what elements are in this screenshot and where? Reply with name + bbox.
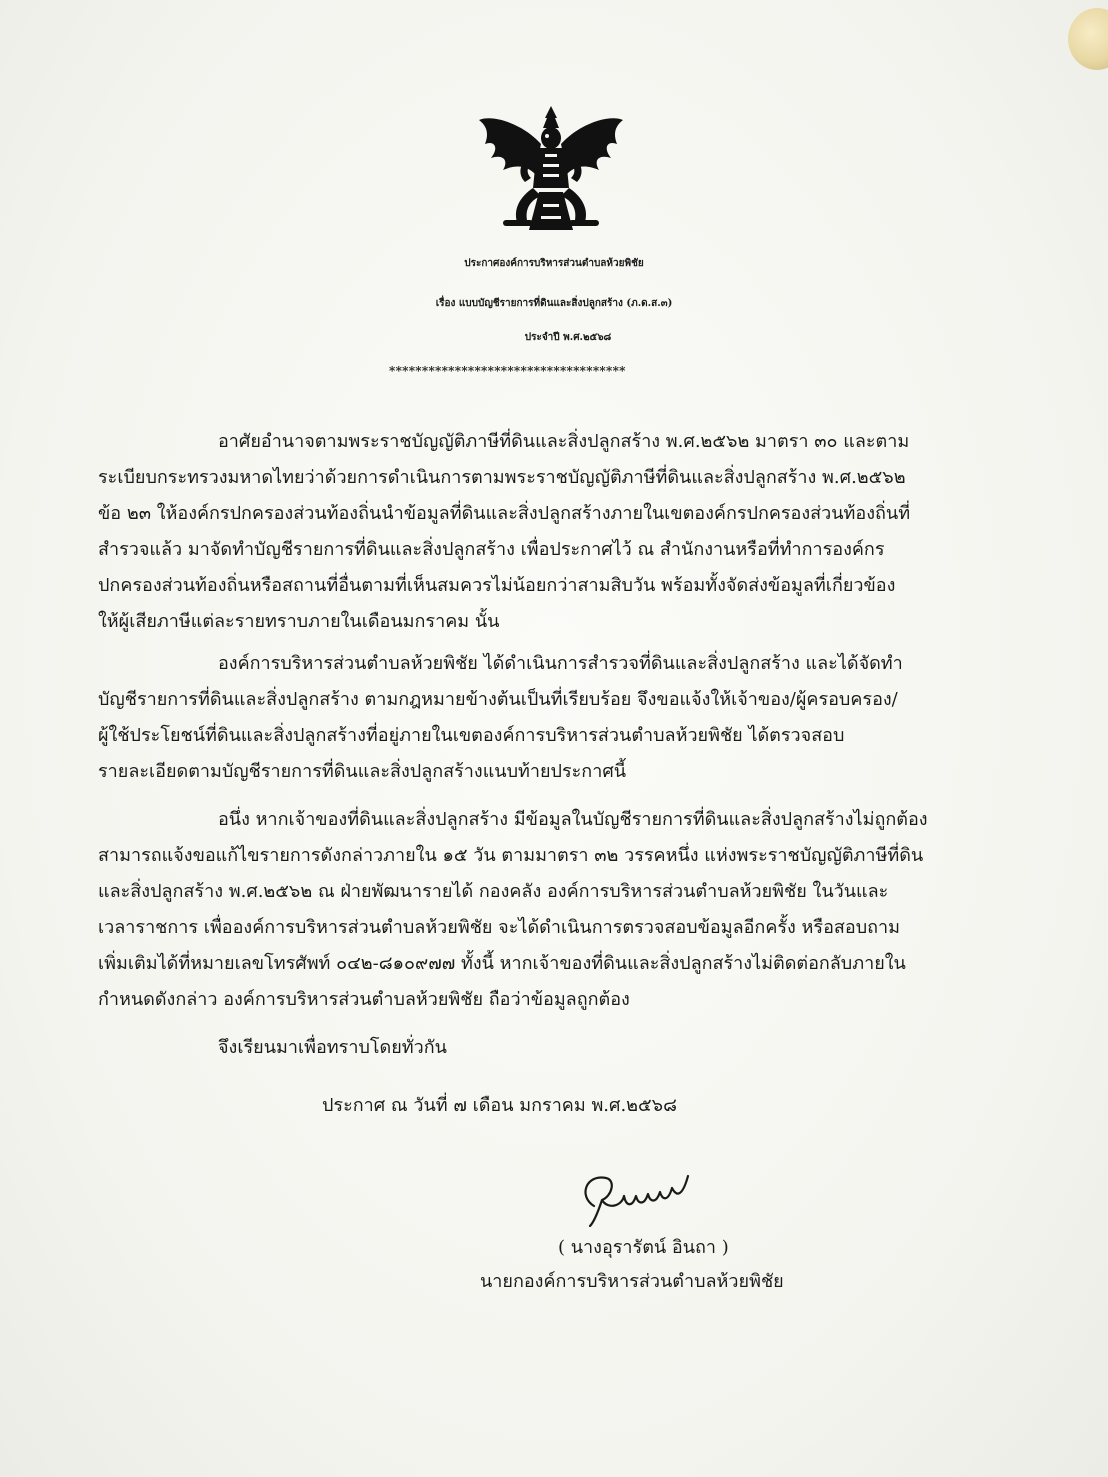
paragraph-2-line: บัญชีรายการที่ดินและสิ่งปลูกสร้าง ตามกฎหมายข้างต้นเป็นที่เรียบร้อย จึงขอแจ้งให้เจ้าของ/ผู้ครอบครอง/ (98, 689, 898, 710)
paragraph-3-line: และสิ่งปลูกสร้าง พ.ศ.๒๕๖๒ ณ ฝ่ายพัฒนารายได้ กองคลัง องค์การบริหารส่วนตำบลห้วยพิชัย ในวันและ (98, 881, 889, 902)
paragraph-2-line: องค์การบริหารส่วนตำบลห้วยพิชัย ได้ดำเนินการสำรวจที่ดินและสิ่งปลูกสร้าง และได้จัดทำ (218, 653, 903, 674)
paragraph-3-line: กำหนดดังกล่าว องค์การบริหารส่วนตำบลห้วยพิชัย ถือว่าข้อมูลถูกต้อง (98, 989, 630, 1010)
signer-name: ( นางอุรารัตน์ อินถา ) (558, 1237, 729, 1258)
paragraph-1-line: ปกครองส่วนท้องถิ่นหรือสถานที่อื่นตามที่เห็นสมควรไม่น้อยกว่าสามสิบวัน พร้อมทั้งจัดส่งข้อมูลที่เกี่ยวข้อง (98, 575, 896, 596)
date-line: ประกาศ ณ วันที่ ๗ เดือน มกราคม พ.ศ.๒๕๖๘ (322, 1095, 677, 1116)
signer-position: นายกองค์การบริหารส่วนตำบลห้วยพิชัย (480, 1271, 784, 1292)
separator: ************************************ (389, 364, 626, 378)
paragraph-3-line: สามารถแจ้งขอแก้ไขรายการดังกล่าวภายใน ๑๕ วัน ตามมาตรา ๓๒ วรรคหนึ่ง แห่งพระราชบัญญัติภาษีที่ดิน (98, 845, 924, 866)
paragraph-2-line: รายละเอียดตามบัญชีรายการที่ดินและสิ่งปลูกสร้างแนบท้ายประกาศนี้ (98, 761, 627, 782)
paragraph-1-line: ระเบียบกระทรวงมหาดไทยว่าด้วยการดำเนินการตามพระราชบัญญัติภาษีที่ดินและสิ่งปลูกสร้าง พ.ศ.๒๕๖๒ (98, 467, 906, 488)
closing-line: จึงเรียนมาเพื่อทราบโดยทั่วกัน (218, 1037, 447, 1058)
paragraph-3-line: เวลาราชการ เพื่อองค์การบริหารส่วนตำบลห้วยพิชัย จะได้ดำเนินการตรวจสอบข้อมูลอีกครั้ง หรือสอบถาม (98, 917, 900, 938)
paragraph-1-line: อาศัยอำนาจตามพระราชบัญญัติภาษีที่ดินและสิ่งปลูกสร้าง พ.ศ.๒๕๖๒ มาตรา ๓๐ และตาม (218, 431, 910, 452)
announcement-year: ประจำปี พ.ศ.๒๕๖๘ (524, 332, 612, 343)
paragraph-1-line: ข้อ ๒๓ ให้องค์กรปกครองส่วนท้องถิ่นนำข้อมูลที่ดินและสิ่งปลูกสร้างภายในเขตองค์กรปกครองส่วนท้องถิ่นที่ (98, 503, 911, 524)
paragraph-2-line: ผู้ใช้ประโยชน์ที่ดินและสิ่งปลูกสร้างที่อยู่ภายในเขตองค์การบริหารส่วนตำบลห้วยพิชัย ได้ตรวจสอบ (98, 725, 845, 746)
announcement-title: ประกาศองค์การบริหารส่วนตำบลห้วยพิชัย (464, 258, 644, 269)
signature-icon (572, 1166, 702, 1230)
paragraph-1-line: สำรวจแล้ว มาจัดทำบัญชีรายการที่ดินและสิ่งปลูกสร้าง เพื่อประกาศไว้ ณ สำนักงานหรือที่ทำการองค์กร (98, 539, 885, 560)
paragraph-3-line: อนึ่ง หากเจ้าของที่ดินและสิ่งปลูกสร้าง มีข้อมูลในบัญชีรายการที่ดินและสิ่งปลูกสร้างไม่ถูกต้อง (218, 809, 928, 830)
announcement-subject: เรื่อง แบบบัญชีรายการที่ดินและสิ่งปลูกสร้าง (ภ.ด.ส.๓) (435, 298, 673, 309)
paragraph-1-line: ให้ผู้เสียภาษีแต่ละรายทราบภายในเดือนมกราคม นั้น (98, 611, 500, 632)
pushpin (1068, 8, 1108, 70)
paragraph-3-line: เพิ่มเติมได้ที่หมายเลขโทรศัพท์ ๐๔๒-๘๑๐๙๗๗ ทั้งนี้ หากเจ้าของที่ดินและสิ่งปลูกสร้างไม่ติดต่อกลับภายใน (98, 953, 906, 974)
garuda-emblem-icon (473, 104, 629, 232)
